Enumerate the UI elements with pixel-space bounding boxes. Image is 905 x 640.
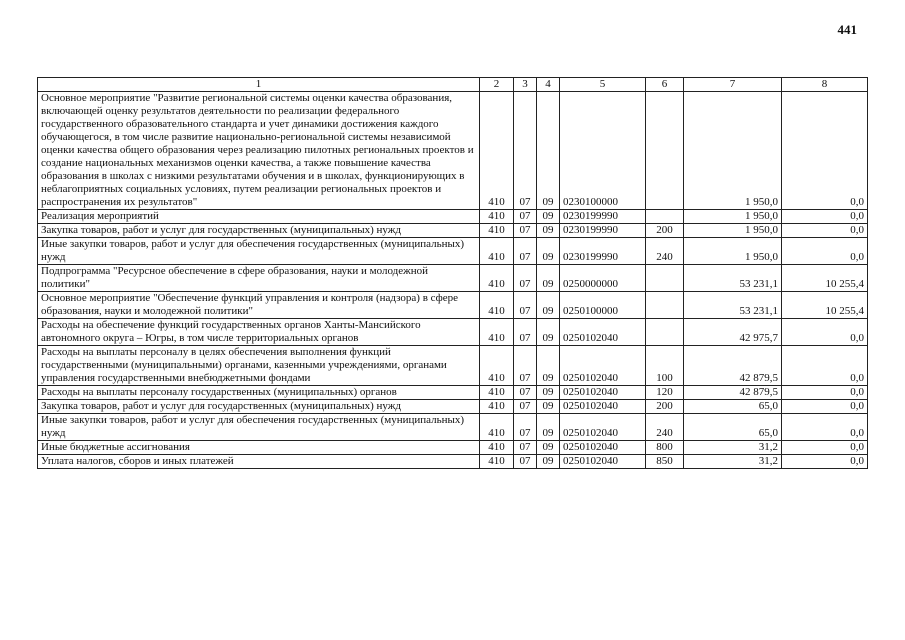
row-section: 07	[514, 400, 537, 414]
row-amount-subventions: 10 255,4	[782, 265, 868, 292]
row-subsection: 09	[537, 210, 560, 224]
row-target-article: 0250102040	[560, 319, 646, 346]
row-subsection: 09	[537, 224, 560, 238]
row-amount: 53 231,1	[684, 265, 782, 292]
row-name-cell: Расходы на выплаты персоналу в целях обеспечения выполнения функций государственными (муниципальными) органами, казенными учреждениями, органами управления государственными внебюджетными фондами	[38, 346, 480, 386]
row-expense-type: 240	[646, 414, 684, 441]
header-col-4: 4	[537, 78, 560, 92]
row-target-article: 0230199990	[560, 224, 646, 238]
row-expense-type	[646, 292, 684, 319]
row-section: 07	[514, 224, 537, 238]
row-admin-code: 410	[480, 292, 514, 319]
header-col-5: 5	[560, 78, 646, 92]
row-name-cell: Подпрограмма "Ресурсное обеспечение в сфере образования, науки и молодежной политики"	[38, 265, 480, 292]
row-subsection: 09	[537, 386, 560, 400]
row-amount: 42 975,7	[684, 319, 782, 346]
row-expense-type: 120	[646, 386, 684, 400]
row-admin-code: 410	[480, 319, 514, 346]
row-admin-code: 410	[480, 210, 514, 224]
row-target-article: 0250100000	[560, 292, 646, 319]
row-section: 07	[514, 238, 537, 265]
row-amount-subventions: 0,0	[782, 346, 868, 386]
row-target-article: 0230199990	[560, 210, 646, 224]
row-admin-code: 410	[480, 224, 514, 238]
row-amount-subventions: 0,0	[782, 238, 868, 265]
table-row	[38, 92, 868, 210]
row-section: 07	[514, 92, 537, 210]
row-section: 07	[514, 319, 537, 346]
row-admin-code: 410	[480, 238, 514, 265]
row-expense-type: 200	[646, 224, 684, 238]
row-subsection: 09	[537, 400, 560, 414]
row-amount-subventions: 0,0	[782, 224, 868, 238]
table-header-row	[38, 78, 868, 92]
row-subsection: 09	[537, 265, 560, 292]
row-target-article: 0250102040	[560, 414, 646, 441]
row-subsection: 09	[537, 441, 560, 455]
row-amount: 31,2	[684, 455, 782, 469]
row-target-article: 0250102040	[560, 346, 646, 386]
row-amount: 31,2	[684, 441, 782, 455]
row-name-cell: Закупка товаров, работ и услуг для государственных (муниципальных) нужд	[38, 224, 480, 238]
row-amount: 42 879,5	[684, 346, 782, 386]
row-section: 07	[514, 455, 537, 469]
row-amount: 1 950,0	[684, 92, 782, 210]
row-name-cell: Иные закупки товаров, работ и услуг для обеспечения государственных (муниципальных) нужд	[38, 238, 480, 265]
row-name-cell: Уплата налогов, сборов и иных платежей	[38, 455, 480, 469]
row-amount-subventions: 0,0	[782, 441, 868, 455]
row-section: 07	[514, 386, 537, 400]
table-row	[38, 346, 868, 386]
row-expense-type: 240	[646, 238, 684, 265]
row-expense-type: 200	[646, 400, 684, 414]
row-name-cell: Реализация мероприятий	[38, 210, 480, 224]
row-expense-type: 800	[646, 441, 684, 455]
row-subsection: 09	[537, 292, 560, 319]
row-name-cell: Основное мероприятие "Развитие региональной системы оценки качества образования, включающей оценку результатов деятельности по реализации федерального государственного образовательного стандарта и учет динамики достижения каждого обучающегося, в том числе развитие национально-региональной системы независимой оценки качества общего образования через реализацию пилотных региональных проектов и создание национальных механизмов оценки качества, а также повышение качества образования в школах с низкими результатами обучения и в школах, функционирующих в неблагоприятных социальных условиях, путем реализации региональных проектов и распространения их результатов"	[38, 92, 480, 210]
row-target-article: 0230199990	[560, 238, 646, 265]
row-name-cell: Иные закупки товаров, работ и услуг для обеспечения государственных (муниципальных) нужд	[38, 414, 480, 441]
row-section: 07	[514, 414, 537, 441]
row-subsection: 09	[537, 238, 560, 265]
table-row	[38, 210, 868, 224]
row-amount-subventions: 0,0	[782, 414, 868, 441]
row-name-cell: Иные бюджетные ассигнования	[38, 441, 480, 455]
row-expense-type	[646, 265, 684, 292]
table-body	[38, 92, 868, 469]
row-target-article: 0250000000	[560, 265, 646, 292]
row-section: 07	[514, 265, 537, 292]
row-amount-subventions: 0,0	[782, 319, 868, 346]
header-col-6: 6	[646, 78, 684, 92]
row-amount: 65,0	[684, 400, 782, 414]
row-subsection: 09	[537, 414, 560, 441]
row-section: 07	[514, 441, 537, 455]
row-expense-type	[646, 319, 684, 346]
row-target-article: 0250102040	[560, 386, 646, 400]
row-target-article: 0250102040	[560, 400, 646, 414]
row-admin-code: 410	[480, 346, 514, 386]
row-admin-code: 410	[480, 455, 514, 469]
row-name-cell: Расходы на обеспечение функций государственных органов Ханты-Мансийского автономного округа – Югры, в том числе территориальных органов	[38, 319, 480, 346]
row-target-article: 0250102040	[560, 441, 646, 455]
table-row	[38, 319, 868, 346]
row-amount: 42 879,5	[684, 386, 782, 400]
row-section: 07	[514, 210, 537, 224]
row-amount-subventions: 0,0	[782, 210, 868, 224]
row-section: 07	[514, 292, 537, 319]
row-admin-code: 410	[480, 386, 514, 400]
row-amount-subventions: 10 255,4	[782, 292, 868, 319]
row-subsection: 09	[537, 92, 560, 210]
row-name-cell: Расходы на выплаты персоналу государственных (муниципальных) органов	[38, 386, 480, 400]
row-admin-code: 410	[480, 265, 514, 292]
table-row	[38, 455, 868, 469]
row-name-cell: Закупка товаров, работ и услуг для государственных (муниципальных) нужд	[38, 400, 480, 414]
row-admin-code: 410	[480, 441, 514, 455]
row-section: 07	[514, 346, 537, 386]
row-subsection: 09	[537, 455, 560, 469]
page-number: 441	[837, 22, 857, 37]
row-subsection: 09	[537, 319, 560, 346]
header-col-3: 3	[514, 78, 537, 92]
row-amount: 1 950,0	[684, 224, 782, 238]
row-admin-code: 410	[480, 414, 514, 441]
row-expense-type: 850	[646, 455, 684, 469]
budget-table	[37, 77, 868, 469]
row-amount-subventions: 0,0	[782, 455, 868, 469]
header-col-2: 2	[480, 78, 514, 92]
row-target-article: 0230100000	[560, 92, 646, 210]
row-expense-type	[646, 92, 684, 210]
row-amount-subventions: 0,0	[782, 386, 868, 400]
row-amount-subventions: 0,0	[782, 92, 868, 210]
row-subsection: 09	[537, 346, 560, 386]
row-admin-code: 410	[480, 400, 514, 414]
table-row	[38, 292, 868, 319]
row-target-article: 0250102040	[560, 455, 646, 469]
table-row	[38, 386, 868, 400]
row-amount: 65,0	[684, 414, 782, 441]
header-col-7: 7	[684, 78, 782, 92]
row-amount: 1 950,0	[684, 238, 782, 265]
table-row	[38, 224, 868, 238]
row-amount: 53 231,1	[684, 292, 782, 319]
row-amount-subventions: 0,0	[782, 400, 868, 414]
table-row	[38, 414, 868, 441]
row-expense-type	[646, 210, 684, 224]
table-row	[38, 441, 868, 455]
table-row	[38, 400, 868, 414]
header-col-1: 1	[38, 78, 480, 92]
row-amount: 1 950,0	[684, 210, 782, 224]
row-expense-type: 100	[646, 346, 684, 386]
row-admin-code: 410	[480, 92, 514, 210]
header-col-8: 8	[782, 78, 868, 92]
table-row	[38, 238, 868, 265]
row-name-cell: Основное мероприятие "Обеспечение функций управления и контроля (надзора) в сфере образования, науки и молодежной политики"	[38, 292, 480, 319]
table-row	[38, 265, 868, 292]
